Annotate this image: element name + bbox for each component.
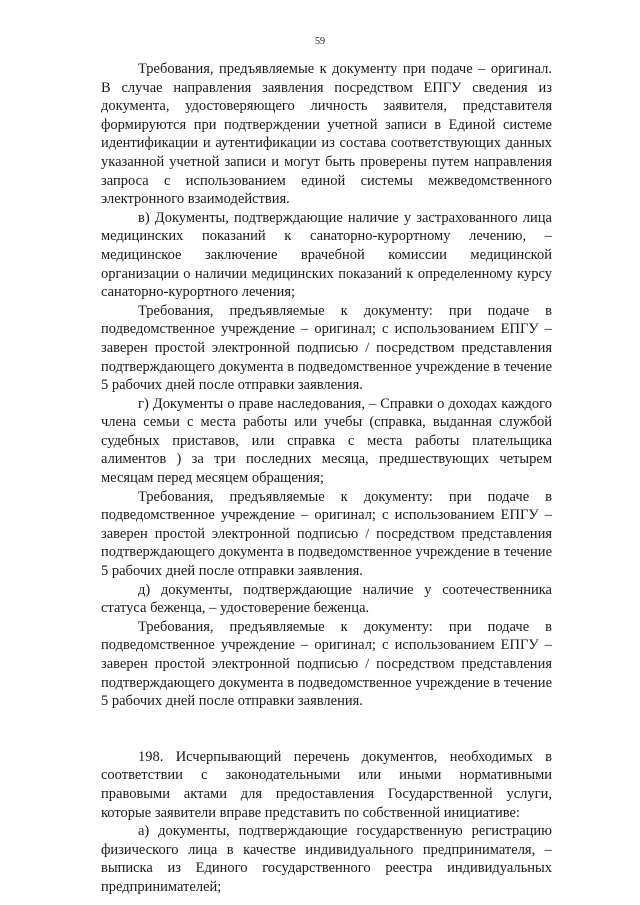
paragraph-item-a-entrepreneur-registration: а) документы, подтверждающие государственную регистрацию физического лица в качестве индивидуального предпринимателя, – выписка из Единого государственного реестра индивидуальных предпринимателей; xyxy=(101,823,552,895)
paragraph-requirements-g: Требования, предъявляемые к документу: при подаче в подведомственное учреждение – оригинал; с использованием ЕПГУ – заверен простой электронной подписью / посредством представления подтверждающего документа в подведомственное учреждение в течение 5 рабочих дней после отправки заявления. xyxy=(101,488,552,580)
paragraph-item-d-refugee-status: д) документы, подтверждающие наличие у соотечественника статуса беженца, – удостоверение беженца. xyxy=(101,581,552,617)
paragraph-original-requirements: Требования, предъявляемые к документу при подаче – оригинал. В случае направления заявления посредством ЕПГУ сведения из документа, удостоверяющего личность заявителя, представителя формируются при подтверждении учетной записи в Единой системе идентификации и аутентификации из состава соответствующих данных указанной учетной записи и могут быть проверены путем направления запроса с использованием единой системы межведомственного электронного взаимодействия. xyxy=(101,61,552,208)
paragraph-requirements-v: Требования, предъявляемые к документу: при подаче в подведомственное учреждение – оригинал; с использованием ЕПГУ – заверен простой электронной подписью / посредством представления подтверждающего документа в подведомственное учреждение в течение 5 рабочих дней после отправки заявления. xyxy=(101,302,552,394)
paragraph-section-198: 198. Исчерпывающий перечень документов, необходимых в соответствии с законодательными или иными нормативными правовыми актами для предоставления Государственной услуги, которые заявители вправе представить по собственной инициативе: xyxy=(101,748,552,821)
paragraph-item-v-medical-indications: в) Документы, подтверждающие наличие у застрахованного лица медицинских показаний к санаторно-курортному лечению, – медицинское заключение врачебной комиссии медицинской организации о наличии медицинских показаний к определенному курсу санаторно-курортного лечения; xyxy=(101,209,552,301)
section-gap xyxy=(101,711,552,748)
document-body xyxy=(101,60,552,897)
page-number: 59 xyxy=(315,36,325,47)
paragraph-item-g-inheritance: г) Документы о праве наследования, – Справки о доходах каждого члена семьи с места работы или учебы (справка, выданная службой судебных приставов, или справка с места работы плательщика алиментов ) за три последних месяца, предшествующих четырем месяцам перед месяцем обращения; xyxy=(101,395,552,487)
paragraph-requirements-d: Требования, предъявляемые к документу: при подаче в подведомственное учреждение – оригинал; с использованием ЕПГУ – заверен простой электронной подписью / посредством представления подтверждающего документа в подведомственное учреждение в течение 5 рабочих дней после отправки заявления. xyxy=(101,618,552,710)
